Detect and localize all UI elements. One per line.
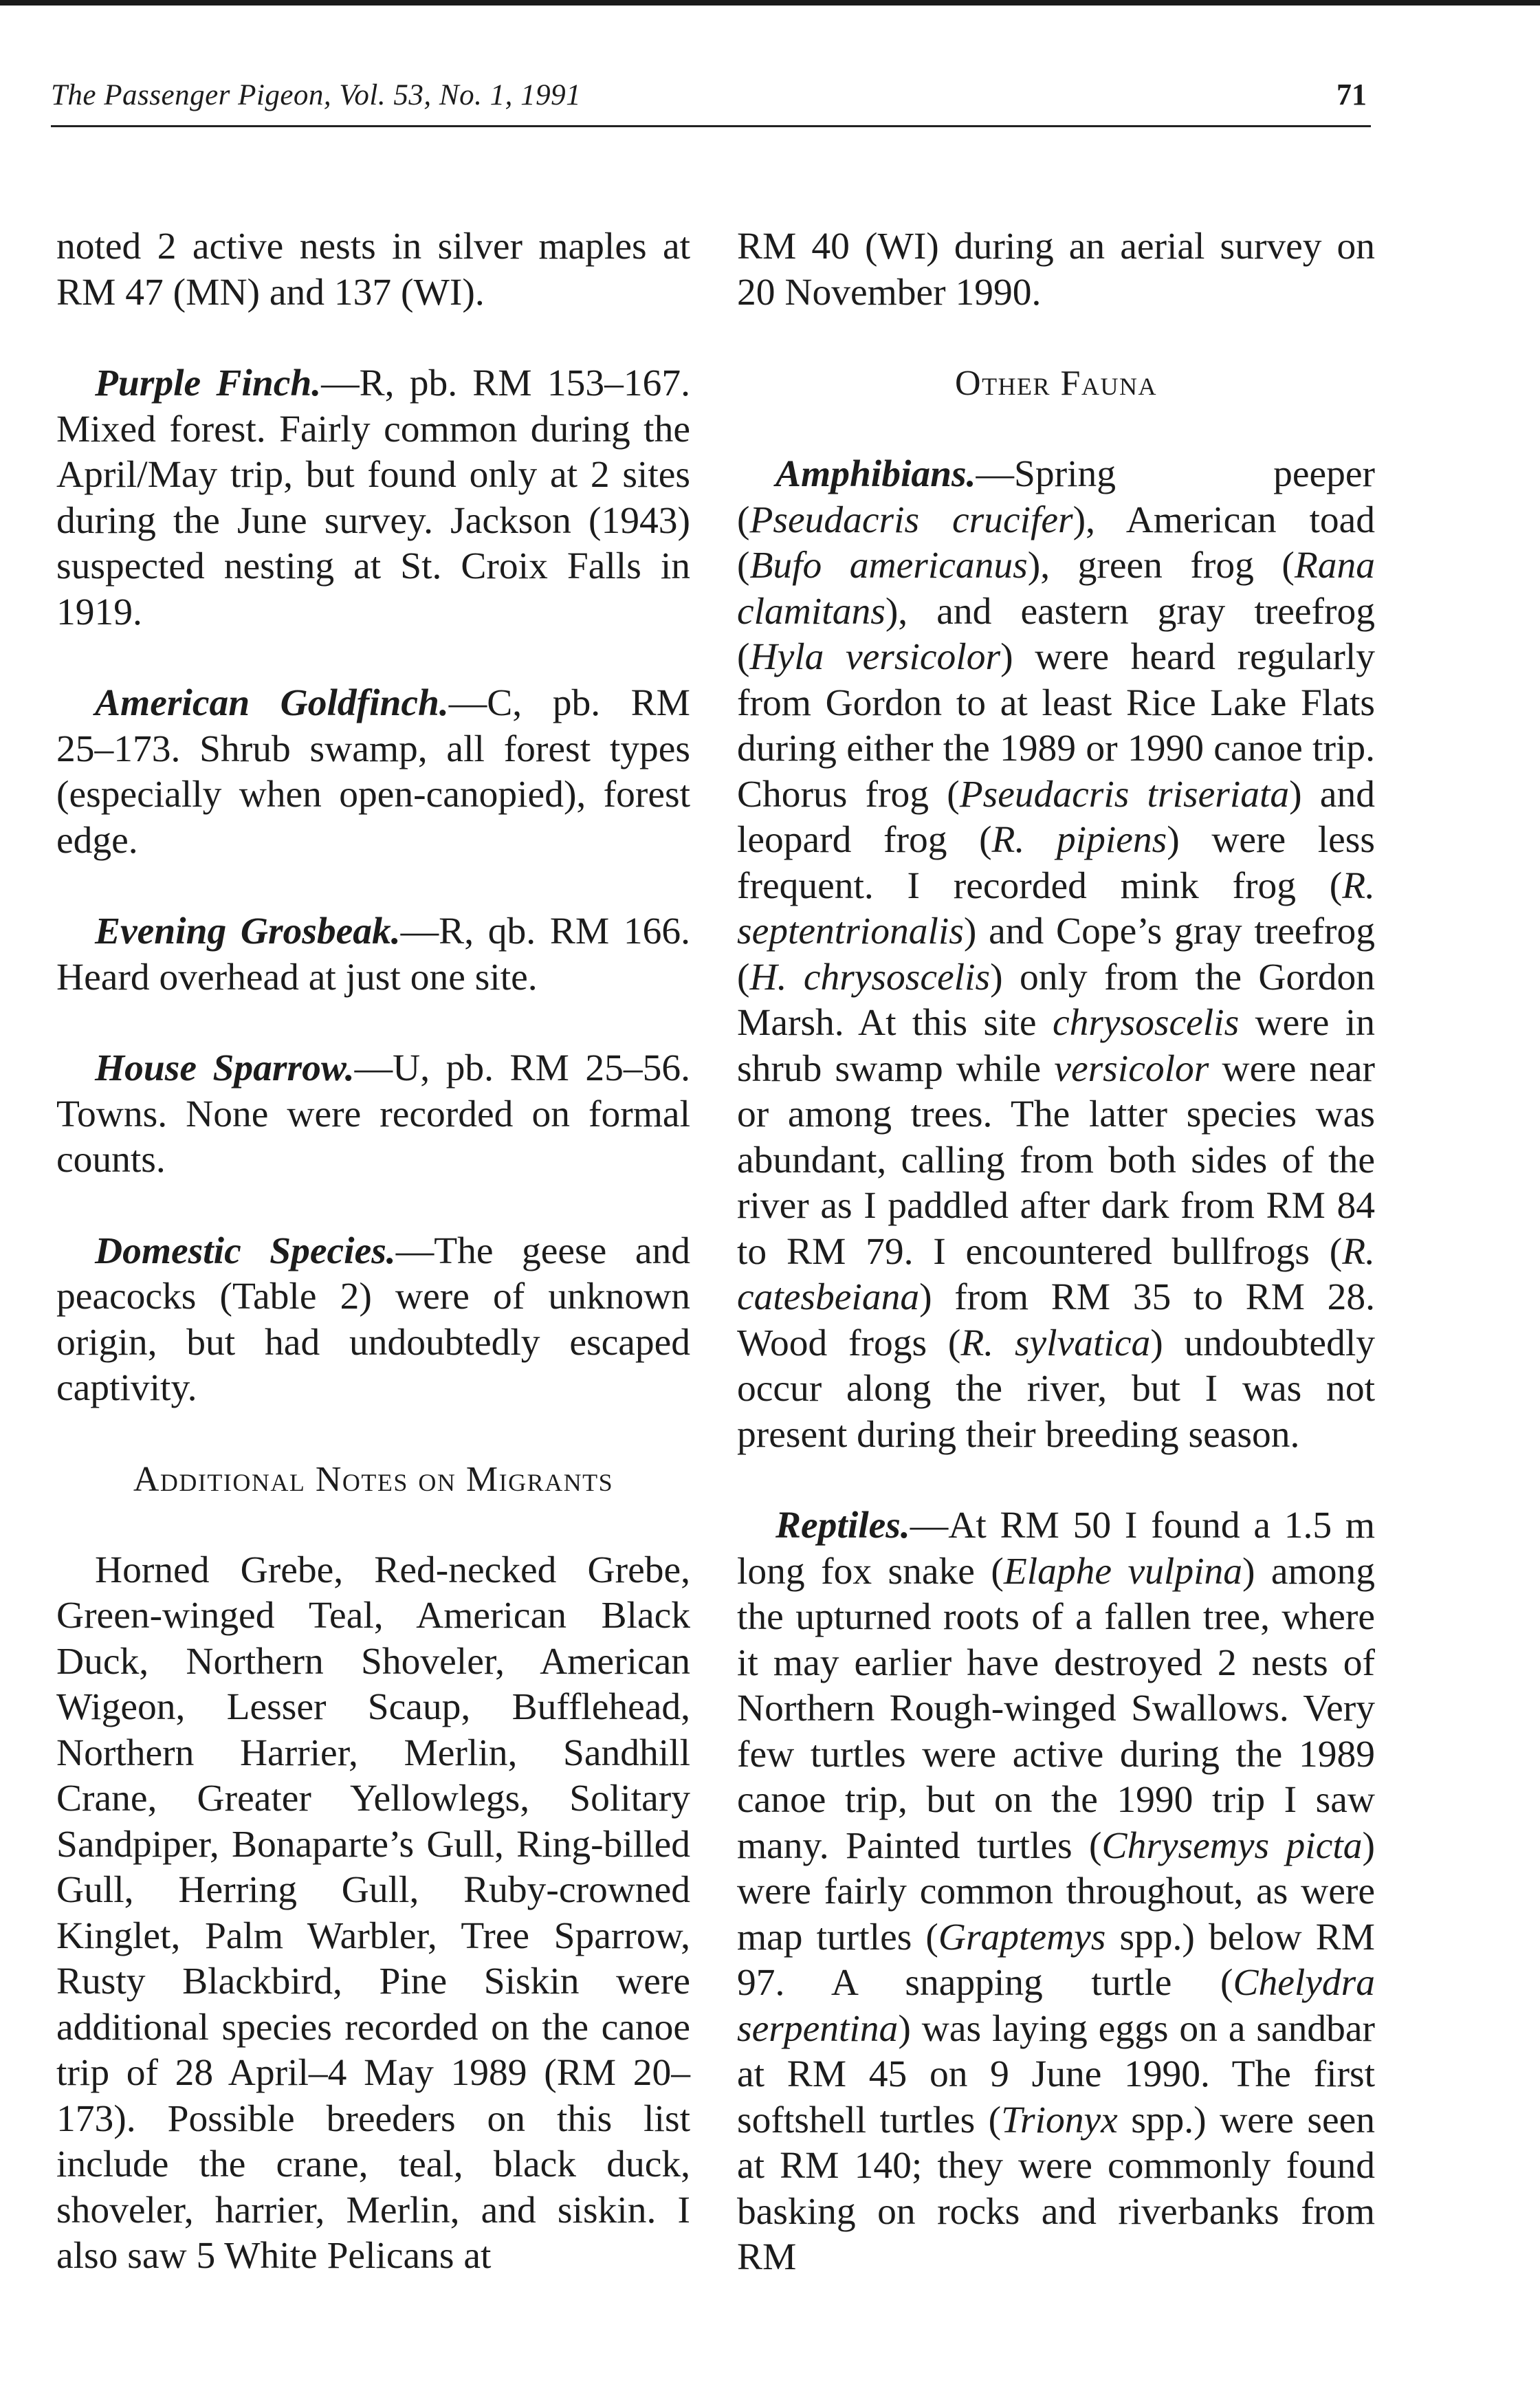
- text-run: were near or among trees. The latter species was abundant, calling from both sides of the river as I paddled after dark from RM 84 to RM 79. I encountered bullfrogs (: [737, 1047, 1375, 1273]
- scientific-name: chrysoscelis: [1052, 1002, 1240, 1044]
- scientific-name: versicolor: [1054, 1047, 1209, 1090]
- species-name: House Sparrow.: [95, 1047, 355, 1089]
- text-run: —At RM 50 I found a 1.5 m long fox snake (: [737, 1505, 1375, 1593]
- species-account-purple-finch: [56, 361, 690, 635]
- journal-citation: The Passenger Pigeon, Vol. 53, No. 1, 1991: [51, 79, 582, 111]
- scientific-name: Bufo americanus: [749, 545, 1028, 587]
- scientific-name: Elaphe vulpina: [1003, 1550, 1242, 1593]
- scientific-name: Chrysemys picta: [1101, 1824, 1363, 1867]
- text-run: ) were less frequent. I recorded mink frog (: [737, 819, 1375, 907]
- scientific-name: Rana clamitans: [737, 545, 1375, 633]
- text-run: ), and eastern gray treefrog (: [737, 590, 1375, 678]
- running-header: [51, 74, 1371, 127]
- species-name: Domestic Species.: [95, 1230, 396, 1272]
- reptiles-paragraph: [737, 1503, 1375, 2281]
- group-name: Amphibians.: [776, 453, 976, 495]
- text-run: were in shrub swamp while: [737, 1002, 1375, 1090]
- section-heading-migrants: Additional Notes on Migrants: [133, 1459, 614, 1499]
- species-text: —R, pb. RM 153–167. Mixed forest. Fairly common during the April/May trip, but found only at 2 sites during the June survey. Jackson (1943) suspected nesting at St. Croix Falls in 1919.: [56, 362, 690, 633]
- text-run: ), green frog (: [1027, 545, 1295, 587]
- scientific-name: Chelydra serpentina: [737, 1962, 1375, 2050]
- text-run: spp.) below RM 97. A snapping turtle (: [737, 1916, 1375, 2004]
- text-run: ) was laying eggs on a sandbar at RM 45 on 9 June 1990. The first softshell turtles (: [737, 2007, 1375, 2141]
- text-run: spp.) were seen at RM 140; they were commonly found basking on rocks and riverbanks from RM: [737, 2099, 1375, 2278]
- page-number: 71: [1336, 78, 1367, 111]
- species-text: —U, pb. RM 25–56. Towns. None were recorded on formal counts.: [56, 1047, 690, 1181]
- scientific-name: R. sylvatica: [960, 1322, 1151, 1364]
- species-account-domestic-species: [56, 1229, 690, 1412]
- text-run: ) were fairly common throughout, as were map turtles (: [737, 1824, 1375, 1958]
- left-column: [56, 224, 690, 2280]
- group-name: Reptiles.: [776, 1505, 910, 1547]
- scientific-name: Hyla versicolor: [749, 636, 1001, 678]
- species-text: —The geese and peacocks (Table 2) were of unknown origin, but had undoubtedly escaped captivity.: [56, 1230, 690, 1409]
- scientific-name: R. septentrionalis: [737, 864, 1375, 952]
- continued-paragraph: noted 2 active nests in silver maples at RM 47 (MN) and 137 (WI).: [56, 226, 690, 314]
- species-text: —R, qb. RM 166. Heard overhead at just one site.: [56, 910, 690, 998]
- species-name: Purple Finch.: [95, 362, 322, 404]
- amphibians-paragraph: [737, 452, 1375, 1458]
- text-run: ) undoubtedly occur along the river, but I was not present during their breeding season.: [737, 1322, 1375, 1456]
- species-text: —C, pb. RM 25–173. Shrub swamp, all forest types (especially when open-canopied), forest edge.: [56, 682, 690, 862]
- scientific-name: Graptemys: [938, 1916, 1106, 1958]
- text-run: ) only from the Gordon Marsh. At this site: [737, 956, 1375, 1044]
- scientific-name: R. catesbeiana: [737, 1230, 1375, 1318]
- scientific-name: Pseudacris triseriata: [959, 773, 1290, 816]
- species-account-american-goldfinch: [56, 681, 690, 864]
- migrants-paragraph: Horned Grebe, Red-necked Grebe, Green-winged Teal, American Black Duck, Northern Shoveler, American Wigeon, Lesser Scaup, Bufflehead, Northern Harrier, Merlin, Sandhill Crane, Greater Yellowlegs, Solitary Sandpiper, Bonaparte’s Gull, Ring-billed Gull, Herring Gull, Ruby-crowned Kinglet, Palm Warbler, Tree Sparrow, Rusty Blackbird, Pine Siskin were additional species recorded on the canoe trip of 28 April–4 May 1989 (RM 20–173). Possible breeders on this list include the crane, teal, black duck, shoveler, harrier, Merlin, and siskin. I also saw 5 White Pelicans at: [56, 1549, 690, 2277]
- species-name: Evening Grosbeak.: [95, 910, 401, 952]
- scientific-name: R. pipiens: [991, 819, 1167, 861]
- text-run: ) and leopard frog (: [737, 773, 1375, 861]
- continued-paragraph: RM 40 (WI) during an aerial survey on 20 November 1990.: [737, 226, 1375, 314]
- page-top-rule: [0, 0, 1540, 6]
- text-run: —Spring peeper (: [737, 453, 1375, 541]
- species-account-house-sparrow: [56, 1046, 690, 1183]
- text-run: ) from RM 35 to RM 28. Wood frogs (: [737, 1276, 1375, 1364]
- species-name: American Goldfinch.: [95, 682, 449, 724]
- scientific-name: Trionyx: [1001, 2099, 1118, 2141]
- text-run: ) and Cope’s gray treefrog (: [737, 910, 1375, 998]
- species-account-evening-grosbeak: [56, 909, 690, 1001]
- text-run: ) among the upturned roots of a fallen tree, where it may earlier have destroyed 2 nests of Northern Rough-winged Swallows. Very few turtles were active during the 1989 canoe trip, but on the 1990 trip I saw many. Painted turtles (: [737, 1550, 1375, 1867]
- text-run: ), American toad (: [737, 499, 1375, 587]
- scientific-name: H. chrysoscelis: [749, 956, 991, 998]
- section-heading-other-fauna: Other Fauna: [955, 364, 1157, 403]
- text-run: ) were heard regularly from Gordon to at least Rice Lake Flats during either the 1989 or 1990 canoe trip. Chorus frog (: [737, 636, 1376, 816]
- right-column: [737, 224, 1375, 2281]
- scientific-name: Pseudacris crucifer: [749, 499, 1073, 541]
